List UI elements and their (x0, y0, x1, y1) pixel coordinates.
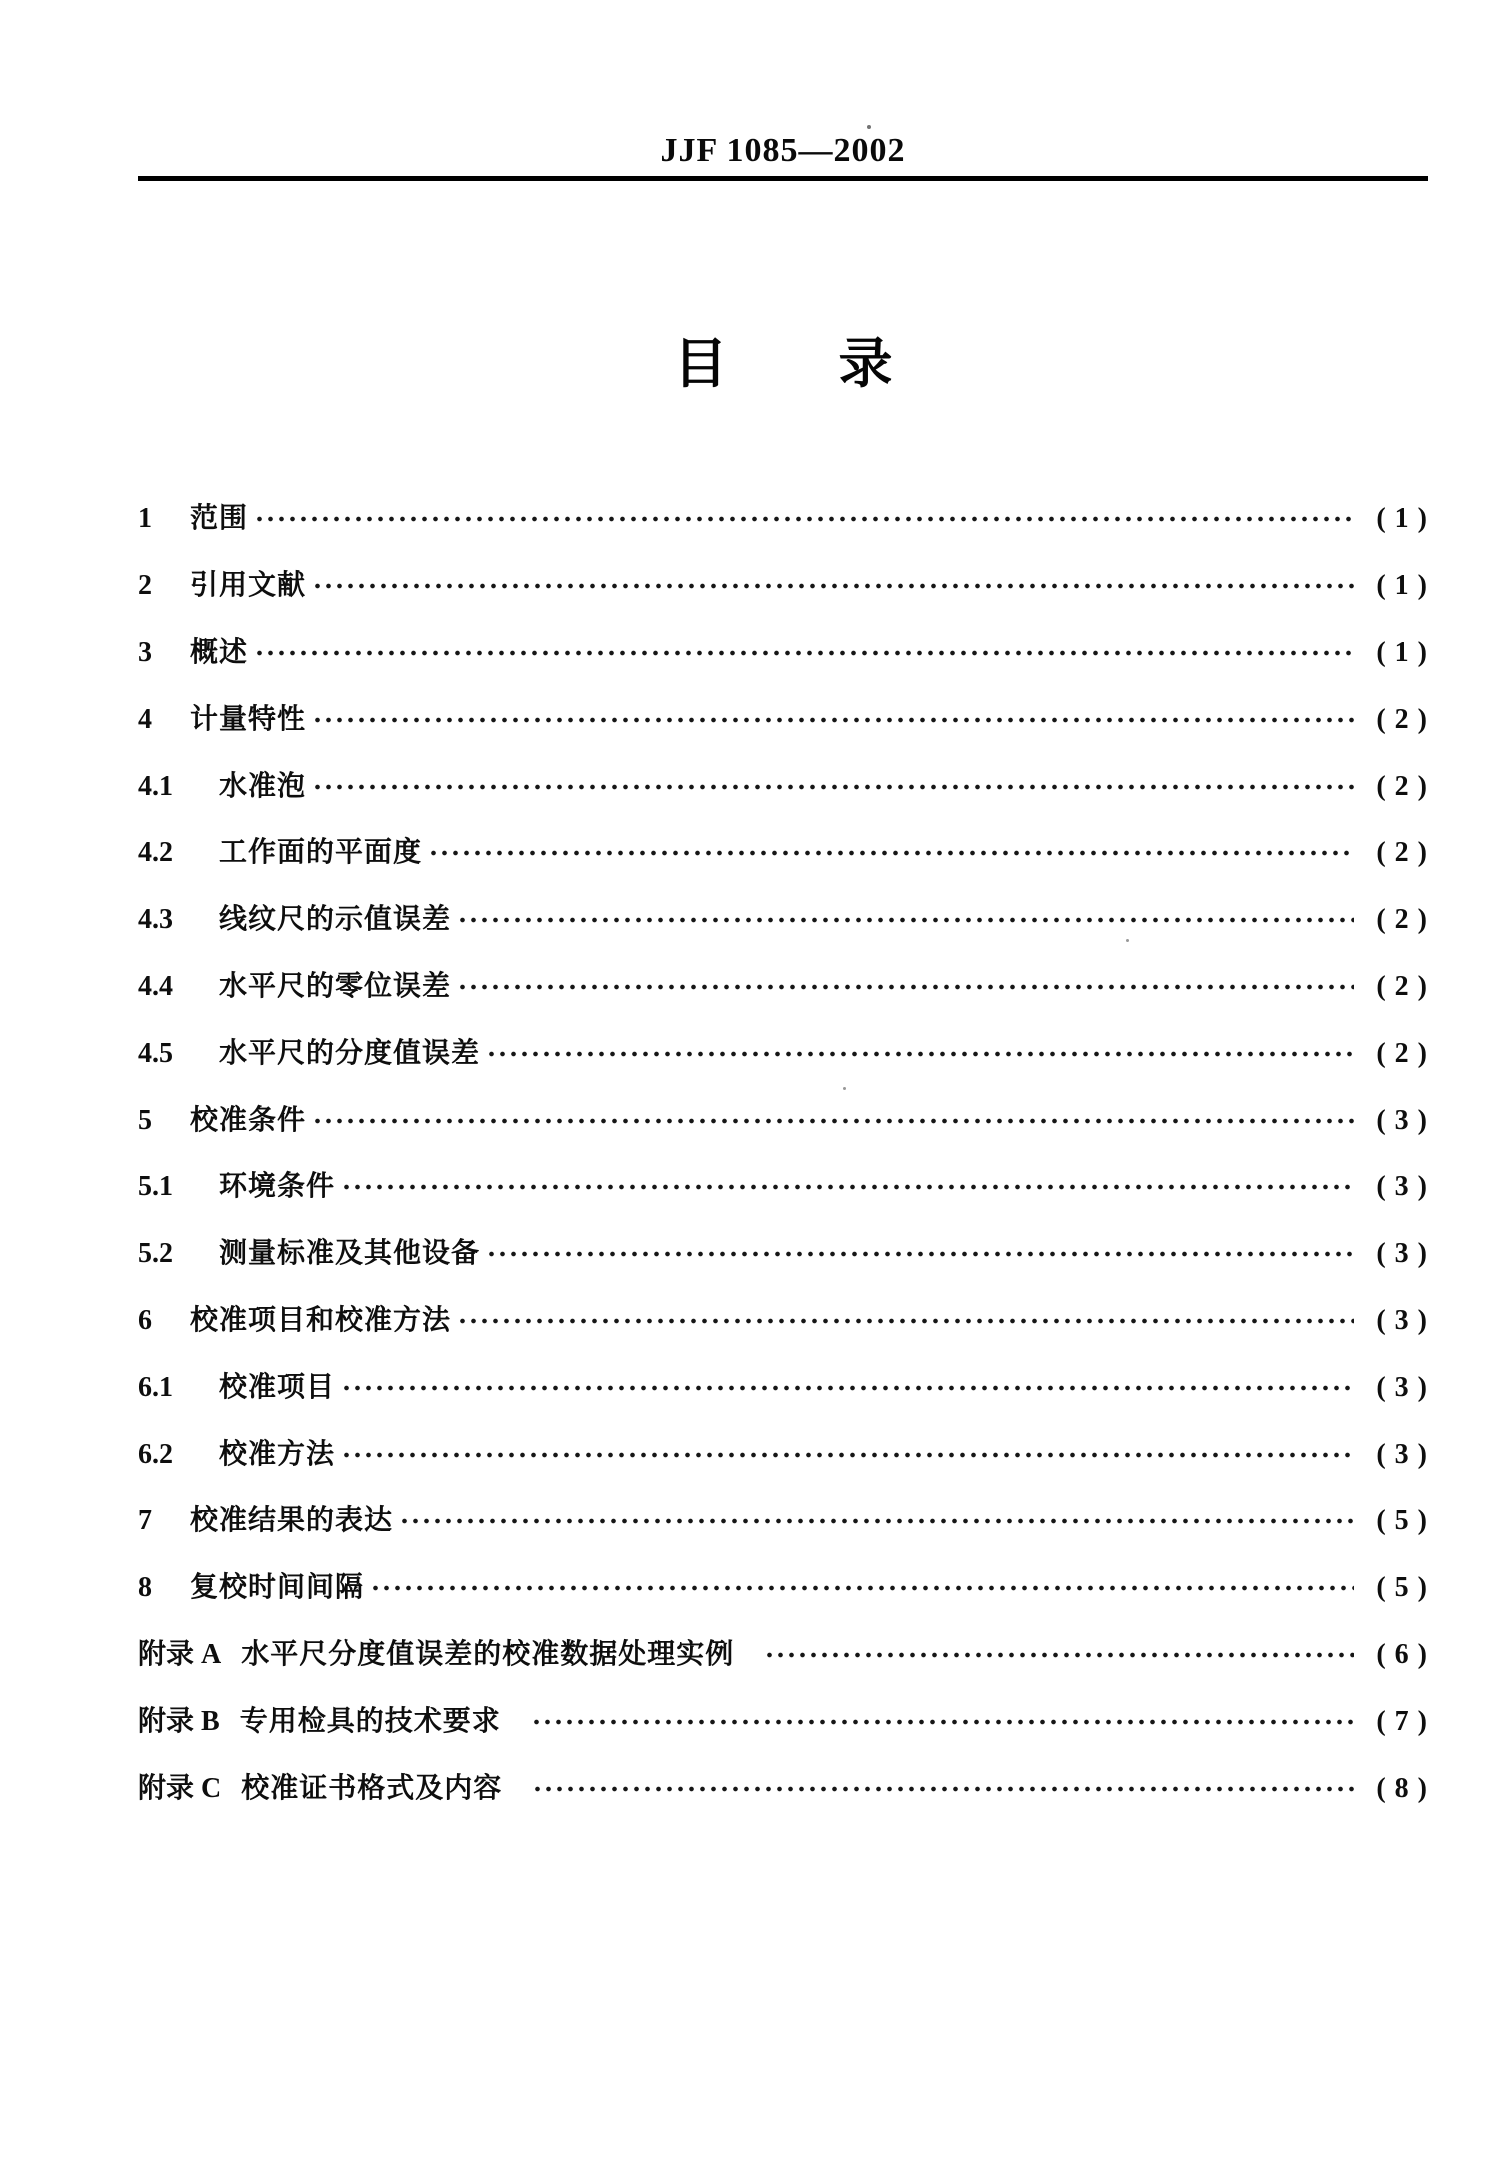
toc-entry (138, 1555, 1428, 1622)
toc-entry (138, 1020, 1428, 1087)
toc-entry-number: 4.3 (138, 904, 173, 936)
dot-leader (399, 1506, 1354, 1536)
toc-entry-title: 校准结果的表达 (190, 1505, 394, 1537)
toc-entry-number: 6.1 (138, 1371, 173, 1403)
toc-entry-number: 7 (138, 1505, 152, 1537)
dot-leader (312, 772, 1354, 802)
dot-leader (312, 1106, 1354, 1136)
toc-entry (138, 1488, 1428, 1555)
toc-entry-number: 5 (138, 1104, 152, 1136)
toc-entry (138, 954, 1428, 1021)
dot-leader (312, 571, 1354, 601)
toc-entry-title: 复校时间间隔 (190, 1572, 365, 1604)
toc-entry-title: 环境条件 (219, 1171, 336, 1203)
toc-entry-title: 测量标准及其他设备 (219, 1238, 481, 1270)
toc-entry-page: ( 2 ) (1376, 1037, 1428, 1069)
dot-leader (341, 1373, 1354, 1403)
toc-entry-page: ( 5 ) (1376, 1572, 1428, 1604)
toc-entry (138, 686, 1428, 753)
toc-entry-page: ( 1 ) (1376, 570, 1428, 602)
toc-entry-number: 附录 C (138, 1772, 222, 1804)
toc-entry-page: ( 5 ) (1376, 1505, 1428, 1537)
toc-entry-number: 4.5 (138, 1037, 173, 1069)
toc-entry-number: 3 (138, 636, 152, 668)
standard-number: JJF 1085—2002 (660, 132, 906, 169)
toc-entry (138, 1288, 1428, 1355)
toc-entry-number: 4.4 (138, 970, 173, 1002)
toc-entry-number: 6.2 (138, 1438, 173, 1470)
toc-entry-title: 范围 (190, 503, 249, 535)
scan-speck (867, 125, 871, 129)
toc-entry-number: 1 (138, 503, 152, 535)
toc-entry-number: 附录 B (138, 1705, 220, 1737)
toc-entry (138, 1755, 1428, 1822)
toc-entry-number: 4.1 (138, 770, 173, 802)
toc-entry (138, 1688, 1428, 1755)
toc-entry-title: 水平尺分度值误差的校准数据处理实例 (241, 1638, 735, 1670)
toc-entry-title: 水平尺的零位误差 (219, 970, 452, 1002)
toc-entry-page: ( 6 ) (1376, 1638, 1428, 1670)
toc-page-title: 目 录 (673, 334, 893, 394)
toc-entry-page: ( 3 ) (1376, 1371, 1428, 1403)
toc-entry-page: ( 2 ) (1376, 770, 1428, 802)
toc-list (138, 486, 1428, 1822)
dot-leader (531, 1707, 1354, 1737)
dot-leader (341, 1172, 1354, 1202)
toc-entry (138, 887, 1428, 954)
toc-entry-title: 校准方法 (219, 1438, 336, 1470)
toc-entry-title: 工作面的平面度 (219, 837, 423, 869)
toc-entry-number: 4 (138, 703, 152, 735)
toc-entry-page: ( 3 ) (1376, 1171, 1428, 1203)
toc-entry (138, 1087, 1428, 1154)
toc-entry-page: ( 3 ) (1376, 1438, 1428, 1470)
toc-entry-page: ( 1 ) (1376, 503, 1428, 535)
toc-entry-title: 校准证书格式及内容 (241, 1772, 503, 1804)
dot-leader (457, 905, 1354, 935)
toc-entry-page: ( 7 ) (1376, 1705, 1428, 1737)
dot-leader (486, 1039, 1354, 1069)
toc-entry-title: 校准条件 (190, 1104, 307, 1136)
toc-entry-title: 水准泡 (219, 770, 307, 802)
toc-entry (138, 753, 1428, 820)
dot-leader (254, 638, 1354, 668)
toc-entry-page: ( 2 ) (1376, 703, 1428, 735)
toc-entry-title: 线纹尺的示值误差 (219, 904, 452, 936)
toc-entry-page: ( 2 ) (1376, 837, 1428, 869)
toc-entry-page: ( 3 ) (1376, 1304, 1428, 1336)
toc-entry-title: 计量特性 (190, 703, 307, 735)
toc-entry-number: 6 (138, 1304, 152, 1336)
toc-entry-page: ( 8 ) (1376, 1772, 1428, 1804)
scan-speck (843, 1087, 846, 1090)
toc-entry-title: 概述 (190, 636, 249, 668)
header-rule (138, 176, 1428, 181)
dot-leader (370, 1573, 1354, 1603)
dot-leader (457, 1306, 1354, 1336)
toc-entry-number: 5.1 (138, 1171, 173, 1203)
toc-entry-title: 专用检具的技术要求 (239, 1705, 501, 1737)
toc-entry-page: ( 1 ) (1376, 636, 1428, 668)
toc-entry-page: ( 2 ) (1376, 904, 1428, 936)
toc-entry-number: 5.2 (138, 1238, 173, 1270)
toc-entry-title: 校准项目和校准方法 (190, 1304, 452, 1336)
toc-entry-page: ( 2 ) (1376, 970, 1428, 1002)
dot-leader (457, 972, 1354, 1002)
toc-entry-page: ( 3 ) (1376, 1104, 1428, 1136)
toc-entry-title: 校准项目 (219, 1371, 336, 1403)
dot-leader (764, 1640, 1354, 1670)
toc-entry (138, 1622, 1428, 1689)
dot-leader (532, 1774, 1354, 1804)
toc-entry (138, 1154, 1428, 1221)
toc-entry (138, 553, 1428, 620)
toc-entry-number: 2 (138, 570, 152, 602)
scan-speck (1126, 939, 1129, 942)
toc-entry-title: 引用文献 (190, 570, 307, 602)
toc-entry (138, 620, 1428, 687)
toc-entry (138, 1221, 1428, 1288)
dot-leader (254, 504, 1354, 534)
toc-entry (138, 1354, 1428, 1421)
dot-leader (341, 1440, 1354, 1470)
dot-leader (486, 1239, 1354, 1269)
toc-entry (138, 820, 1428, 887)
toc-entry-number: 附录 A (138, 1638, 222, 1670)
dot-leader (312, 705, 1354, 735)
toc-entry (138, 1421, 1428, 1488)
toc-entry-number: 4.2 (138, 837, 173, 869)
toc-entry (138, 486, 1428, 553)
toc-entry-number: 8 (138, 1572, 152, 1604)
toc-entry-title: 水平尺的分度值误差 (219, 1037, 481, 1069)
toc-entry-page: ( 3 ) (1376, 1238, 1428, 1270)
dot-leader (428, 838, 1354, 868)
